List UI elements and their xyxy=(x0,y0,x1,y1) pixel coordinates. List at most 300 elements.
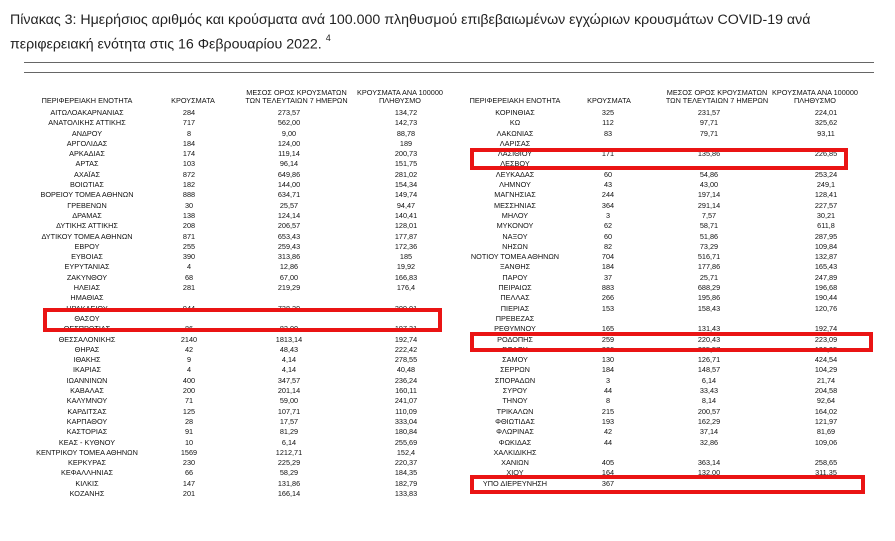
cell-unit: ΛΕΣΒΟΥ xyxy=(500,159,530,169)
cell-avg7: 200,57 xyxy=(697,406,721,416)
cell-unit: ΗΜΑΘΙΑΣ xyxy=(70,293,104,303)
cell-avg7: 43,00 xyxy=(699,180,719,190)
cell-per100k: 185 xyxy=(399,252,413,262)
cell-avg7: 135,86 xyxy=(697,149,721,159)
cell-avg7 xyxy=(228,293,350,303)
cell-unit: ΦΛΩΡΙΝΑΣ xyxy=(496,427,534,437)
cell-cases: 112 xyxy=(602,118,614,128)
cell-cases: 704 xyxy=(601,252,615,262)
cell-avg7: 124,14 xyxy=(277,210,301,220)
table-row xyxy=(24,232,462,242)
cell-avg7: 4,14 xyxy=(281,355,297,365)
cell-per100k: 110,09 xyxy=(395,406,417,416)
cell-cases: 44 xyxy=(603,437,613,447)
table-row xyxy=(455,438,875,448)
table-row xyxy=(455,407,875,417)
cell-avg7: 8,14 xyxy=(701,396,717,406)
cell-cases: 44 xyxy=(603,386,613,396)
cell-cases: 103 xyxy=(182,159,196,169)
cell-cases: 255 xyxy=(182,241,196,251)
cell-unit: ΠΙΕΡΙΑΣ xyxy=(500,303,530,313)
left-header-avg7: ΜΕΣΟΣ ΟΡΟΣ ΚΡΟΥΣΜΑΤΩΝ ΤΩΝ ΤΕΛΕΥΤΑΙΩΝ 7 ΗΜΕΡΩΝ xyxy=(245,88,348,105)
table-row xyxy=(24,273,462,283)
cell-unit: ΣΑΜΟΥ xyxy=(502,355,528,365)
cell-cases: 43 xyxy=(603,180,613,190)
cell-avg7: 9,00 xyxy=(281,128,297,138)
cell-avg7: 97,71 xyxy=(699,118,719,128)
cell-avg7: 195,86 xyxy=(697,293,721,303)
table-row xyxy=(455,468,875,478)
cell-avg7: 33,43 xyxy=(699,386,719,396)
cell-unit: ΚΕΝΤΡΙΚΟΥ ΤΟΜΕΑ ΑΘΗΝΩΝ xyxy=(36,447,138,457)
cell-cases: 201 xyxy=(182,488,196,498)
cell-avg7: 231,57 xyxy=(697,108,721,117)
table-row xyxy=(455,232,875,242)
cell-avg7: 54,86 xyxy=(699,169,719,179)
cell-avg7: 688,29 xyxy=(697,283,721,293)
cell-avg7: 12,86 xyxy=(279,262,299,272)
cell-avg7: 96,14 xyxy=(279,159,299,169)
cell-cases: 284 xyxy=(182,108,196,117)
top-rule-2 xyxy=(24,72,874,73)
table-row xyxy=(24,159,462,169)
cell-cases: 1569 xyxy=(180,447,198,457)
cell-cases: 4 xyxy=(186,262,192,272)
cell-per100k: 236,24 xyxy=(394,375,418,385)
cell-per100k: 88,78 xyxy=(396,128,416,138)
cell-cases: 405 xyxy=(601,458,615,468)
cell-per100k: 134,72 xyxy=(394,108,418,117)
cell-cases: 8 xyxy=(186,128,192,138)
cell-per100k: 258,65 xyxy=(814,458,838,468)
left-header-per100k: ΚΡΟΥΣΜΑΤΑ ΑΝΑ 100000 ΠΛΗΘΥΣΜΟ xyxy=(357,88,443,105)
cell-unit: ΑΙΤΩΛΟΑΚΑΡΝΑΝΙΑΣ xyxy=(50,108,124,117)
cell-avg7 xyxy=(641,159,777,169)
cell-unit: ΕΥΒΟΙΑΣ xyxy=(71,252,103,262)
table-row xyxy=(24,345,462,355)
table-row xyxy=(455,417,875,427)
cell-per100k xyxy=(777,448,875,458)
cell-per100k: 154,34 xyxy=(394,180,418,190)
table-row xyxy=(24,396,462,406)
cell-cases: 888 xyxy=(182,190,196,200)
cell-cases: 147 xyxy=(182,478,196,488)
cell-cases: 9 xyxy=(186,355,192,365)
cell-unit: ΛΑΡΙΣΑΣ xyxy=(499,138,531,148)
cell-unit: ΑΝΑΤΟΛΙΚΗΣ ΑΤΤΙΚΗΣ xyxy=(48,118,126,128)
cell-avg7: 291,14 xyxy=(697,200,721,210)
cell-avg7: 516,71 xyxy=(697,252,721,262)
cell-per100k xyxy=(350,314,462,324)
table-row xyxy=(24,427,462,437)
table-row xyxy=(24,355,462,365)
cell-cases: 66 xyxy=(184,468,194,478)
table-row xyxy=(455,396,875,406)
cell-avg7: 177,86 xyxy=(697,262,721,272)
cell-unit: ΑΡΓΟΛΙΔΑΣ xyxy=(66,138,108,148)
caption-text: Πίνακας 3: Ημερήσιος αριθμός και κρούσματα ανά 100.000 πληθυσμού επιβεβαιωμένων εγχώριων κρουσμάτων COVID-19 ανά περιφερειακή ενότητα στις 16 Φεβρουαρίου 2022. xyxy=(10,12,811,53)
cell-cases: 130 xyxy=(601,355,615,365)
cell-cases xyxy=(575,314,641,324)
cell-unit: ΚΕΑΣ - ΚΥΘΝΟΥ xyxy=(58,437,116,447)
cell-avg7: 259,43 xyxy=(277,241,301,251)
cell-unit: ΠΡΕΒΕΖΑΣ xyxy=(495,313,535,323)
cell-cases: 125 xyxy=(182,406,196,416)
cell-unit: ΙΩΑΝΝΙΝΩΝ xyxy=(66,375,108,385)
cell-cases: 400 xyxy=(182,375,196,385)
table-row xyxy=(24,479,462,489)
cell-unit: ΗΛΕΙΑΣ xyxy=(73,283,101,293)
cell-cases: 717 xyxy=(182,118,196,128)
cell-unit: ΧΑΝΙΩΝ xyxy=(501,458,529,468)
cell-per100k: 196,68 xyxy=(814,283,838,293)
cell-per100k: 249,1 xyxy=(816,180,836,190)
cell-avg7: 132,00 xyxy=(697,468,721,478)
cell-avg7 xyxy=(641,448,777,458)
cell-per100k: 120,76 xyxy=(814,303,838,313)
table-row xyxy=(24,283,462,293)
cell-per100k: 93,11 xyxy=(817,128,835,138)
table-row xyxy=(455,304,875,314)
cell-per100k: 197,31 xyxy=(394,324,418,334)
cell-avg7: 59,00 xyxy=(279,396,299,406)
table-row xyxy=(455,345,875,355)
cell-per100k: 220,37 xyxy=(394,458,418,468)
cell-cases: 230 xyxy=(182,458,196,468)
cell-avg7 xyxy=(641,479,777,489)
table-row xyxy=(24,211,462,221)
table-row xyxy=(24,221,462,231)
cell-per100k: 309,01 xyxy=(394,303,418,313)
table-row xyxy=(455,252,875,262)
cell-avg7: 158,43 xyxy=(697,303,721,313)
cell-avg7: 363,14 xyxy=(697,458,721,468)
table-row xyxy=(24,190,462,200)
cell-cases: 60 xyxy=(603,231,613,241)
cell-unit: ΑΡΚΑΔΙΑΣ xyxy=(69,149,105,159)
cell-avg7 xyxy=(228,314,350,324)
cell-unit: ΕΒΡΟΥ xyxy=(74,241,100,251)
cell-unit: ΠΑΡΟΥ xyxy=(502,272,528,282)
cell-per100k: 224,01 xyxy=(814,108,838,117)
cell-per100k: 182,79 xyxy=(394,478,418,488)
top-rule xyxy=(24,62,874,63)
cell-per100k: 177,87 xyxy=(394,231,418,241)
table-row xyxy=(455,458,875,468)
cell-avg7: 206,57 xyxy=(277,221,301,231)
cell-unit: ΡΕΘΥΜΝΟΥ xyxy=(494,324,536,334)
cell-cases: 171 xyxy=(601,149,615,159)
cell-avg7: 166,14 xyxy=(277,488,301,498)
cell-cases: 10 xyxy=(184,437,194,447)
cell-per100k: 151,75 xyxy=(394,159,418,169)
cell-cases xyxy=(575,159,641,169)
table-row xyxy=(455,427,875,437)
table-row xyxy=(455,448,875,458)
cell-unit: ΜΥΚΟΝΟΥ xyxy=(496,221,534,231)
cell-unit: ΜΕΣΣΗΝΙΑΣ xyxy=(494,200,536,210)
cell-avg7: 653,43 xyxy=(277,231,301,241)
cell-per100k: 149,74 xyxy=(394,190,418,200)
cell-unit: ΔΡΑΜΑΣ xyxy=(72,210,102,220)
cell-per100k: 128,41 xyxy=(814,190,838,200)
cell-per100k: 190,44 xyxy=(814,293,838,303)
cell-per100k: 222,42 xyxy=(394,344,418,354)
table-row xyxy=(455,479,875,489)
table-row xyxy=(455,211,875,221)
cell-avg7: 148,57 xyxy=(697,365,721,375)
table-row xyxy=(24,314,462,324)
table-row xyxy=(455,170,875,180)
cell-unit: ΔΥΤΙΚΗΣ ΑΤΤΙΚΗΣ xyxy=(56,221,118,231)
cell-avg7: 32,86 xyxy=(699,437,719,447)
cell-unit: ΚΙΛΚΙΣ xyxy=(75,478,99,488)
cell-avg7: 347,57 xyxy=(277,375,301,385)
cell-per100k: 30,21 xyxy=(816,210,836,220)
table-row xyxy=(455,314,875,324)
footnote-marker: 4 xyxy=(325,33,331,43)
cell-avg7: 81,29 xyxy=(279,427,299,437)
right-data-table xyxy=(455,108,875,489)
cell-avg7: 201,14 xyxy=(277,386,301,396)
table-row xyxy=(24,242,462,252)
cell-cases: 200 xyxy=(182,386,196,396)
cell-unit: ΣΠΟΡΑΔΩΝ xyxy=(494,375,536,385)
table-row xyxy=(24,407,462,417)
cell-cases: 244 xyxy=(601,190,615,200)
right-header-unit: ΠΕΡΙΦΕΡΕΙΑΚΗ ΕΝΟΤΗΤΑ xyxy=(469,96,561,105)
cell-per100k: 142,73 xyxy=(394,118,418,128)
table-row xyxy=(455,283,875,293)
table-row xyxy=(455,335,875,345)
cell-unit: ΗΡΑΚΛΕΙΟΥ xyxy=(66,303,108,313)
cell-cases: 259 xyxy=(601,334,615,344)
cell-avg7: 17,57 xyxy=(279,416,299,426)
cell-cases: 60 xyxy=(603,169,613,179)
cell-per100k: 160,11 xyxy=(395,386,417,396)
table-row xyxy=(455,262,875,272)
table-row xyxy=(24,118,462,128)
cell-avg7: 124,00 xyxy=(277,138,301,148)
cell-cases: 30 xyxy=(184,200,194,210)
cell-avg7: 73,29 xyxy=(699,241,719,251)
cell-avg7: 58,71 xyxy=(699,221,719,231)
cell-per100k: 281,02 xyxy=(394,169,418,179)
cell-per100k: 81,69 xyxy=(816,427,836,437)
cell-unit: ΤΗΝΟΥ xyxy=(502,396,528,406)
table-row xyxy=(455,293,875,303)
cell-avg7: 4,14 xyxy=(281,365,297,375)
cell-avg7: 48,43 xyxy=(279,344,299,354)
cell-cases: 367 xyxy=(601,478,615,488)
cell-cases: 325 xyxy=(601,108,615,117)
left-header-cases: ΚΡΟΥΣΜΑΤΑ xyxy=(171,96,215,105)
cell-per100k xyxy=(350,293,462,303)
cell-unit: ΤΡΙΚΑΛΩΝ xyxy=(496,406,534,416)
cell-cases: 68 xyxy=(184,272,194,282)
table-row xyxy=(455,190,875,200)
cell-cases: 208 xyxy=(182,221,196,231)
cell-per100k: 176,4 xyxy=(396,283,416,293)
table-row xyxy=(24,252,462,262)
right-header-per100k: ΚΡΟΥΣΜΑΤΑ ΑΝΑ 100000 ΠΛΗΘΥΣΜΟ xyxy=(772,88,858,105)
cell-cases: 390 xyxy=(182,252,196,262)
table-row xyxy=(24,262,462,272)
table-row xyxy=(455,242,875,252)
cell-unit: ΒΟΡΕΙΟΥ ΤΟΜΕΑ ΑΘΗΝΩΝ xyxy=(40,190,134,200)
cell-per100k: 164,02 xyxy=(814,406,838,416)
table-row xyxy=(24,139,462,149)
cell-avg7: 144,00 xyxy=(277,180,301,190)
cell-unit: ΚΑΛΥΜΝΟΥ xyxy=(66,396,108,406)
cell-unit: ΧΙΟΥ xyxy=(506,468,524,478)
cell-unit: ΑΝΔΡΟΥ xyxy=(71,128,103,138)
cell-cases: 2140 xyxy=(180,334,198,344)
cell-avg7: 1813,14 xyxy=(275,334,303,344)
cell-cases: 872 xyxy=(182,169,196,179)
cell-cases: 184 xyxy=(182,138,196,148)
cell-avg7: 82,00 xyxy=(279,324,299,334)
cell-avg7: 131,86 xyxy=(277,478,301,488)
cell-unit: ΖΑΚΥΝΘΟΥ xyxy=(66,272,108,282)
cell-per100k: 223,09 xyxy=(814,334,838,344)
table-row xyxy=(24,304,462,314)
cell-per100k: 241,07 xyxy=(394,396,418,406)
cell-unit: ΔΥΤΙΚΟΥ ΤΟΜΕΑ ΑΘΗΝΩΝ xyxy=(41,231,133,241)
cell-unit: ΛΕΥΚΑΔΑΣ xyxy=(495,169,535,179)
cell-unit: ΝΟΤΙΟΥ ΤΟΜΕΑ ΑΘΗΝΩΝ xyxy=(470,252,560,262)
cell-cases: 83 xyxy=(603,128,613,138)
cell-unit: ΠΕΛΛΑΣ xyxy=(500,293,530,303)
cell-per100k: 200,73 xyxy=(394,149,418,159)
table-row xyxy=(24,448,462,458)
cell-unit: ΚΑΡΔΙΤΣΑΣ xyxy=(67,406,107,416)
cell-unit: ΣΥΡΟΥ xyxy=(502,386,528,396)
cell-cases: 82 xyxy=(603,241,613,251)
cell-per100k: 255,69 xyxy=(394,437,418,447)
cell-per100k: 325,62 xyxy=(814,118,838,128)
cell-cases: 8 xyxy=(605,396,611,406)
right-header-cases: ΚΡΟΥΣΜΑΤΑ xyxy=(587,96,631,105)
cell-per100k: 247,89 xyxy=(814,272,838,282)
cell-cases xyxy=(575,448,641,458)
cell-avg7: 162,29 xyxy=(697,416,721,426)
cell-avg7: 126,71 xyxy=(697,355,721,365)
cell-avg7: 7,57 xyxy=(701,210,717,220)
table-row xyxy=(455,221,875,231)
cell-unit: ΓΡΕΒΕΝΩΝ xyxy=(67,200,107,210)
table-row xyxy=(24,149,462,159)
cell-unit: ΧΑΛΚΙΔΙΚΗΣ xyxy=(493,447,537,457)
cell-cases: 71 xyxy=(184,396,194,406)
cell-per100k: 172,36 xyxy=(394,241,418,251)
table-caption xyxy=(10,10,885,55)
table-row xyxy=(455,139,875,149)
cell-avg7: 225,29 xyxy=(277,458,301,468)
table-row xyxy=(24,129,462,139)
cell-per100k: 287,95 xyxy=(814,231,838,241)
table-row xyxy=(455,159,875,169)
cell-avg7: 219,29 xyxy=(277,283,301,293)
cell-unit: ΚΟΖΑΝΗΣ xyxy=(69,488,105,498)
cell-avg7: 67,00 xyxy=(279,272,299,282)
table-row xyxy=(24,458,462,468)
cell-avg7: 634,71 xyxy=(277,190,301,200)
cell-cases: 86 xyxy=(184,324,194,334)
cell-per100k: 109,06 xyxy=(814,437,838,447)
cell-cases xyxy=(150,293,228,303)
cell-avg7 xyxy=(641,314,777,324)
cell-per100k: 253,24 xyxy=(814,169,838,179)
cell-unit: ΙΚΑΡΙΑΣ xyxy=(72,365,102,375)
cell-per100k: 94,47 xyxy=(396,200,416,210)
cell-unit: ΚΑΡΠΑΘΟΥ xyxy=(66,416,108,426)
cell-unit: ΙΘΑΚΗΣ xyxy=(73,355,101,365)
table-row xyxy=(455,180,875,190)
cell-per100k: 132,87 xyxy=(814,252,838,262)
cell-unit: ΥΠΟ ΔΙΕΡΕΥΝΗΣΗ xyxy=(482,478,548,488)
cell-per100k: 184,35 xyxy=(394,468,418,478)
cell-avg7: 649,86 xyxy=(277,169,301,179)
cell-per100k: 92,64 xyxy=(816,396,836,406)
cell-per100k: 166,83 xyxy=(394,272,418,282)
cell-per100k xyxy=(777,479,875,489)
cell-unit: ΚΩ xyxy=(509,118,521,128)
table-row xyxy=(24,438,462,448)
cell-unit: ΚΕΦΑΛΛΗΝΙΑΣ xyxy=(61,468,113,478)
cell-per100k: 204,58 xyxy=(814,386,838,396)
cell-unit: ΝΑΞΟΥ xyxy=(502,231,528,241)
table-row xyxy=(455,273,875,283)
cell-cases: 281 xyxy=(182,283,196,293)
cell-avg7: 107,71 xyxy=(277,406,301,416)
cell-per100k: 226,85 xyxy=(814,149,838,159)
right-header-avg7: ΜΕΣΟΣ ΟΡΟΣ ΚΡΟΥΣΜΑΤΩΝ ΤΩΝ ΤΕΛΕΥΤΑΙΩΝ 7 ΗΜΕΡΩΝ xyxy=(665,88,769,105)
table-row xyxy=(24,417,462,427)
cell-cases: 37 xyxy=(603,272,613,282)
table-row xyxy=(455,365,875,375)
cell-unit: ΘΑΣΟΥ xyxy=(74,313,100,323)
table-row xyxy=(24,468,462,478)
cell-per100k xyxy=(777,139,875,149)
table-row xyxy=(24,376,462,386)
cell-cases: 944 xyxy=(182,303,196,313)
cell-unit: ΒΟΙΩΤΙΑΣ xyxy=(70,180,104,190)
cell-cases: 4 xyxy=(186,365,192,375)
cell-cases: 3 xyxy=(605,210,611,220)
cell-avg7: 225,57 xyxy=(697,344,721,354)
cell-cases: 3 xyxy=(605,375,611,385)
cell-unit: ΜΗΛΟΥ xyxy=(501,210,529,220)
cell-per100k: 333,04 xyxy=(394,416,418,426)
cell-unit: ΝΗΣΩΝ xyxy=(502,241,528,251)
cell-cases: 236 xyxy=(601,344,615,354)
cell-unit: ΣΕΡΡΩΝ xyxy=(500,365,530,375)
cell-per100k: 189 xyxy=(399,138,413,148)
cell-unit: ΛΑΚΩΝΙΑΣ xyxy=(496,128,534,138)
cell-cases xyxy=(150,314,228,324)
cell-avg7: 131,43 xyxy=(697,324,721,334)
cell-cases: 182 xyxy=(182,180,196,190)
table-row xyxy=(455,376,875,386)
cell-avg7: 119,14 xyxy=(278,149,300,159)
table-row xyxy=(24,324,462,334)
table-row xyxy=(24,293,462,303)
cell-cases: 215 xyxy=(601,406,615,416)
cell-per100k: 424,54 xyxy=(814,355,838,365)
cell-per100k: 121,97 xyxy=(814,416,838,426)
cell-cases: 91 xyxy=(184,427,194,437)
